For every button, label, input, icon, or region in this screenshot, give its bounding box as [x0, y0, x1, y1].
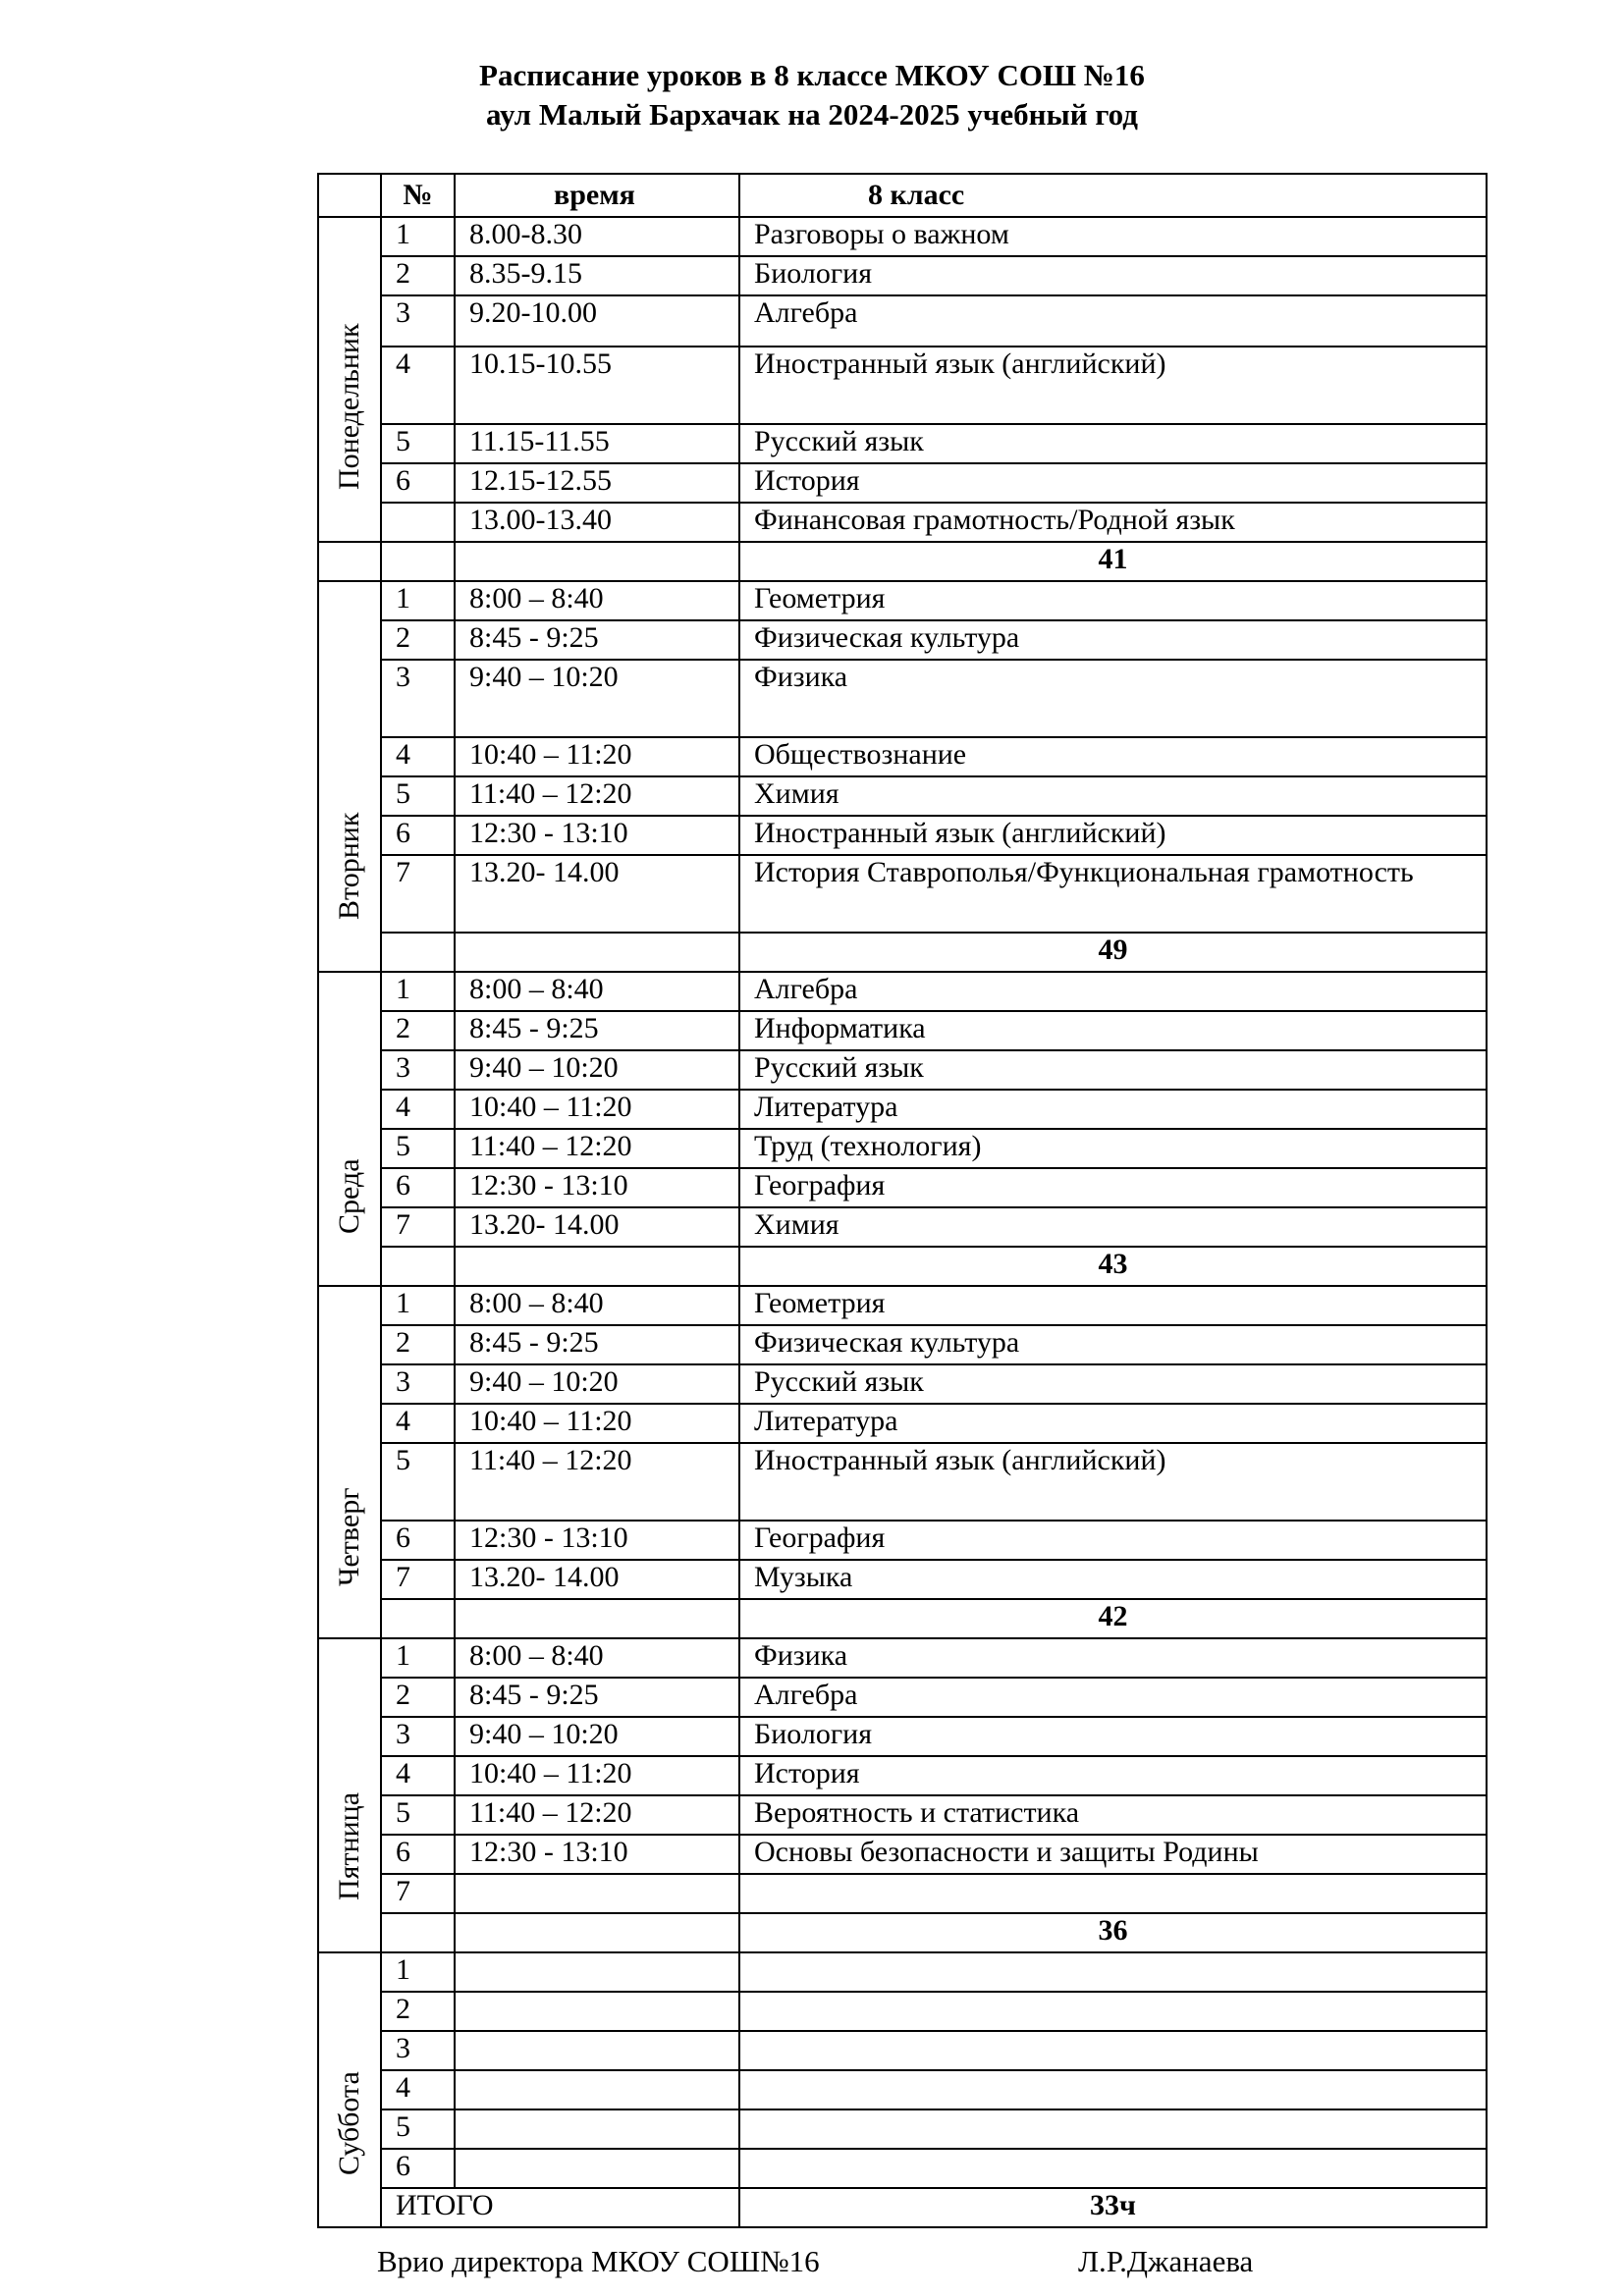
lesson-time: 10:40 – 11:20 [455, 1756, 739, 1795]
lesson-number: 5 [381, 1443, 455, 1521]
day-total-tuesday: 49 [739, 933, 1487, 972]
lesson-subject: Биология [739, 256, 1487, 295]
lesson-time: 11:40 – 12:20 [455, 1795, 739, 1835]
day-total-row [318, 933, 1487, 972]
lesson-number: 5 [381, 1129, 455, 1168]
lesson-time: 13.00-13.40 [455, 503, 739, 542]
lesson-number: 1 [381, 1286, 455, 1325]
lesson-subject: География [739, 1521, 1487, 1560]
lesson-time: 8:45 - 9:25 [455, 1678, 739, 1717]
itogo-label: ИТОГО [381, 2188, 739, 2227]
lesson-subject: Обществознание [739, 737, 1487, 776]
lesson-time: 9:40 – 10:20 [455, 1717, 739, 1756]
table-row [318, 347, 1487, 424]
table-row [318, 1443, 1487, 1521]
lesson-time: 12:30 - 13:10 [455, 1521, 739, 1560]
lesson-time: 8:45 - 9:25 [455, 620, 739, 660]
lesson-subject: Русский язык [739, 1050, 1487, 1090]
lesson-time [455, 1874, 739, 1913]
table-row [318, 855, 1487, 933]
table-row [318, 737, 1487, 776]
lesson-number: 5 [381, 2109, 455, 2149]
table-row [318, 1717, 1487, 1756]
table-row [318, 1090, 1487, 1129]
lesson-time: 12.15-12.55 [455, 463, 739, 503]
lesson-time: 9:40 – 10:20 [455, 1050, 739, 1090]
day-label-friday: Пятница [318, 1638, 381, 1952]
lesson-number: 4 [381, 1756, 455, 1795]
lesson-subject [739, 1992, 1487, 2031]
lesson-time [455, 1952, 739, 1992]
lesson-number: 2 [381, 256, 455, 295]
lesson-time: 11.15-11.55 [455, 424, 739, 463]
table-row [318, 1638, 1487, 1678]
lesson-time: 13.20- 14.00 [455, 855, 739, 933]
lesson-number: 7 [381, 1874, 455, 1913]
lesson-time: 8:00 – 8:40 [455, 1286, 739, 1325]
lesson-time: 8:00 – 8:40 [455, 972, 739, 1011]
schedule-title-line2: аул Малый Бархачак на 2024-2025 учебный год [486, 97, 1138, 132]
lesson-time: 13.20- 14.00 [455, 1207, 739, 1247]
table-row [318, 503, 1487, 542]
lesson-time: 9.20-10.00 [455, 295, 739, 347]
day-total-thursday: 42 [739, 1599, 1487, 1638]
lesson-time: 8:00 – 8:40 [455, 1638, 739, 1678]
day-label-saturday: Суббота [318, 1952, 381, 2227]
day-total-monday: 41 [739, 542, 1487, 581]
lesson-subject: Алгебра [739, 295, 1487, 347]
lesson-time [455, 2070, 739, 2109]
lesson-number: 4 [381, 1090, 455, 1129]
table-row [318, 660, 1487, 737]
day-total-row [318, 1599, 1487, 1638]
day-label-monday: Понедельник [318, 217, 381, 542]
lesson-subject: Иностранный язык (английский) [739, 816, 1487, 855]
table-row [318, 776, 1487, 816]
table-row [318, 1835, 1487, 1874]
lesson-subject: Основы безопасности и защиты Родины [739, 1835, 1487, 1874]
table-row [318, 1364, 1487, 1404]
table-row [318, 1874, 1487, 1913]
lesson-time: 8:45 - 9:25 [455, 1011, 739, 1050]
lesson-time: 10:40 – 11:20 [455, 1404, 739, 1443]
lesson-time: 12:30 - 13:10 [455, 1835, 739, 1874]
lesson-number: 1 [381, 1952, 455, 1992]
lesson-time: 8.00-8.30 [455, 217, 739, 256]
lesson-number: 6 [381, 1835, 455, 1874]
lesson-time: 13.20- 14.00 [455, 1560, 739, 1599]
lesson-subject [739, 2031, 1487, 2070]
table-row [318, 1207, 1487, 1247]
table-row [318, 2109, 1487, 2149]
header-class: 8 класс [739, 174, 1487, 217]
day-total-friday: 36 [739, 1913, 1487, 1952]
lesson-time: 9:40 – 10:20 [455, 1364, 739, 1404]
lesson-subject: Литература [739, 1404, 1487, 1443]
lesson-number: 3 [381, 1717, 455, 1756]
lesson-time [455, 2031, 739, 2070]
lesson-subject: Информатика [739, 1011, 1487, 1050]
table-row [318, 1756, 1487, 1795]
table-row [318, 1286, 1487, 1325]
lesson-subject: История Ставрополья/Функциональная грамотность [739, 855, 1487, 933]
table-row [318, 1992, 1487, 2031]
lesson-number: 7 [381, 855, 455, 933]
lesson-subject: Геометрия [739, 1286, 1487, 1325]
lesson-subject [739, 2149, 1487, 2188]
lesson-time: 8.35-9.15 [455, 256, 739, 295]
lesson-time: 8:45 - 9:25 [455, 1325, 739, 1364]
table-header-row [318, 174, 1487, 217]
lesson-number: 5 [381, 1795, 455, 1835]
lesson-time [455, 2109, 739, 2149]
lesson-subject [739, 2070, 1487, 2109]
lesson-subject [739, 2109, 1487, 2149]
day-label-tuesday: Вторник [318, 581, 381, 972]
lesson-subject: Биология [739, 1717, 1487, 1756]
lesson-time: 10:40 – 11:20 [455, 1090, 739, 1129]
lesson-subject: История [739, 1756, 1487, 1795]
header-time: время [455, 174, 739, 217]
lesson-subject: Иностранный язык (английский) [739, 1443, 1487, 1521]
lesson-subject: Музыка [739, 1560, 1487, 1599]
lesson-number: 6 [381, 463, 455, 503]
table-row [318, 972, 1487, 1011]
lesson-subject: Алгебра [739, 1678, 1487, 1717]
day-total-wednesday: 43 [739, 1247, 1487, 1286]
footer-signatory-name: Л.Р.Джанаева [1078, 2244, 1254, 2278]
table-row [318, 620, 1487, 660]
lesson-number: 4 [381, 737, 455, 776]
lesson-subject [739, 1952, 1487, 1992]
lesson-subject: Химия [739, 776, 1487, 816]
table-row [318, 1325, 1487, 1364]
lesson-number: 6 [381, 1168, 455, 1207]
lesson-number: 2 [381, 1011, 455, 1050]
lesson-subject: Литература [739, 1090, 1487, 1129]
lesson-number: 3 [381, 1050, 455, 1090]
table-row [318, 2031, 1487, 2070]
lesson-subject: Русский язык [739, 424, 1487, 463]
lesson-time: 9:40 – 10:20 [455, 660, 739, 737]
lesson-number: 7 [381, 1560, 455, 1599]
lesson-subject: Алгебра [739, 972, 1487, 1011]
day-label-wednesday: Среда [318, 972, 381, 1286]
lesson-subject: Физическая культура [739, 620, 1487, 660]
lesson-number: 2 [381, 1325, 455, 1364]
lesson-time: 8:00 – 8:40 [455, 581, 739, 620]
lesson-number: 6 [381, 2149, 455, 2188]
lesson-subject: Физическая культура [739, 1325, 1487, 1364]
lesson-subject: Химия [739, 1207, 1487, 1247]
table-row [318, 581, 1487, 620]
day-total-row [318, 1913, 1487, 1952]
lesson-subject: Разговоры о важном [739, 217, 1487, 256]
lesson-number: 1 [381, 1638, 455, 1678]
lesson-number: 3 [381, 2031, 455, 2070]
table-row [318, 1560, 1487, 1599]
lesson-time: 12:30 - 13:10 [455, 816, 739, 855]
lesson-number: 7 [381, 1207, 455, 1247]
lesson-number: 4 [381, 2070, 455, 2109]
lesson-number: 2 [381, 1992, 455, 2031]
table-row [318, 463, 1487, 503]
lesson-time: 11:40 – 12:20 [455, 1129, 739, 1168]
lesson-time [455, 1992, 739, 2031]
lesson-subject: Финансовая грамотность/Родной язык [739, 503, 1487, 542]
lesson-subject: География [739, 1168, 1487, 1207]
itogo-value: 33ч [739, 2188, 1487, 2227]
table-row [318, 256, 1487, 295]
lesson-number: 2 [381, 620, 455, 660]
table-row [318, 2149, 1487, 2188]
lesson-time: 12:30 - 13:10 [455, 1168, 739, 1207]
table-row [318, 1404, 1487, 1443]
lesson-number: 1 [381, 972, 455, 1011]
lesson-subject: Вероятность и статистика [739, 1795, 1487, 1835]
lesson-subject: Труд (технология) [739, 1129, 1487, 1168]
lesson-time: 10:40 – 11:20 [455, 737, 739, 776]
lesson-subject: Физика [739, 660, 1487, 737]
table-row [318, 816, 1487, 855]
schedule-title-line1: Расписание уроков в 8 классе МКОУ СОШ №16 [479, 58, 1145, 92]
lesson-number: 1 [381, 217, 455, 256]
lesson-number: 4 [381, 1404, 455, 1443]
lesson-number: 6 [381, 1521, 455, 1560]
lesson-number: 5 [381, 776, 455, 816]
lesson-number: 5 [381, 424, 455, 463]
day-total-row [318, 1247, 1487, 1286]
header-day-cell [318, 174, 381, 217]
table-row [318, 217, 1487, 256]
day-total-row [318, 542, 1487, 581]
lesson-number: 2 [381, 1678, 455, 1717]
table-row [318, 1678, 1487, 1717]
lesson-number: 6 [381, 816, 455, 855]
itogo-row [318, 2188, 1487, 2227]
table-row [318, 1521, 1487, 1560]
lesson-subject: Геометрия [739, 581, 1487, 620]
lesson-number: 1 [381, 581, 455, 620]
table-row [318, 1129, 1487, 1168]
table-row [318, 424, 1487, 463]
lesson-number [381, 503, 455, 542]
lesson-subject: История [739, 463, 1487, 503]
table-row [318, 2070, 1487, 2109]
lesson-time: 10.15-10.55 [455, 347, 739, 424]
header-number: № [381, 174, 455, 217]
lesson-time: 11:40 – 12:20 [455, 1443, 739, 1521]
lesson-subject [739, 1874, 1487, 1913]
table-row [318, 1050, 1487, 1090]
table-row [318, 1168, 1487, 1207]
table-row [318, 1795, 1487, 1835]
lesson-number: 3 [381, 660, 455, 737]
lesson-time [455, 2149, 739, 2188]
footer-position: Врио директора МКОУ СОШ№16 [377, 2244, 820, 2278]
lesson-number: 4 [381, 347, 455, 424]
lesson-subject: Иностранный язык (английский) [739, 347, 1487, 424]
table-row [318, 1952, 1487, 1992]
table-row [318, 295, 1487, 347]
schedule-table [317, 173, 1488, 2228]
day-label-thursday: Четверг [318, 1286, 381, 1638]
lesson-subject: Русский язык [739, 1364, 1487, 1404]
lesson-number: 3 [381, 295, 455, 347]
table-row [318, 1011, 1487, 1050]
lesson-subject: Физика [739, 1638, 1487, 1678]
lesson-number: 3 [381, 1364, 455, 1404]
lesson-time: 11:40 – 12:20 [455, 776, 739, 816]
